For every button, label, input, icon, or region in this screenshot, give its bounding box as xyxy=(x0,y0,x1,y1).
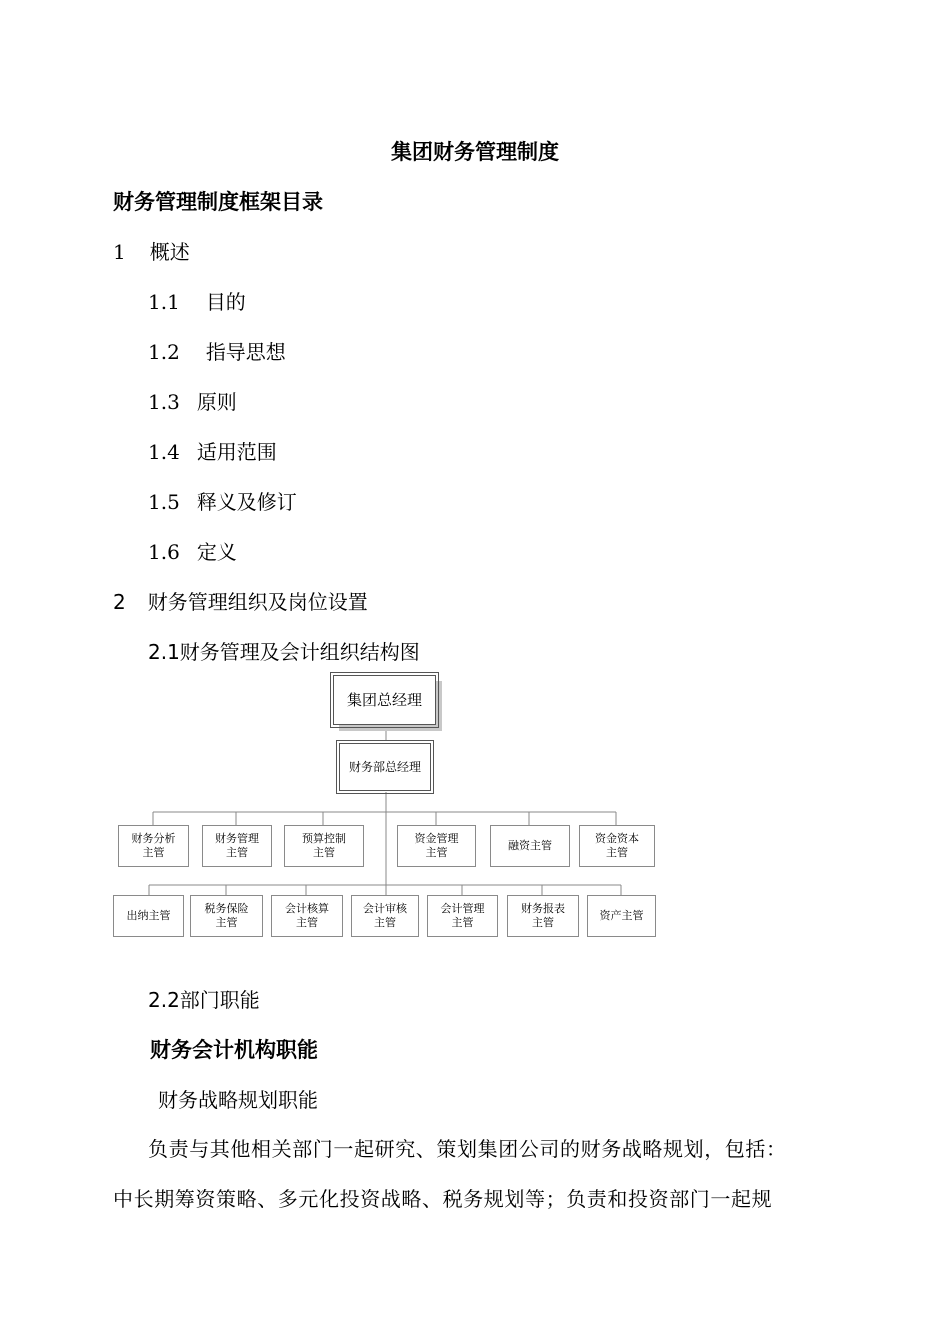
org-box-financial-analysis: 财务分析 主管 xyxy=(118,825,189,867)
org-box-fund-capital: 资金资本 主管 xyxy=(579,825,655,867)
org-box-finance-gm: 财务部总经理 xyxy=(339,743,431,791)
org-box-accounting-audit: 会计审核 主管 xyxy=(351,895,419,937)
org-box-financing: 融资主管 xyxy=(490,825,570,867)
org-box-assets: 资产主管 xyxy=(587,895,656,937)
org-box-fund-management: 资金管理 主管 xyxy=(397,825,476,867)
toc-item-1-6: 1.6 定义 xyxy=(148,540,237,564)
page-title: 集团财务管理制度 xyxy=(391,140,559,164)
org-box-accounting-management: 会计管理 主管 xyxy=(427,895,498,937)
toc-item-1-5: 1.5 释义及修订 xyxy=(148,490,297,514)
framework-heading: 财务管理制度框架目录 xyxy=(113,190,323,214)
paragraph-line-2: 中长期筹资策略、多元化投资战略、税务规划等；负责和投资部门一起规 xyxy=(113,1187,773,1211)
subsection-2-2: 2.2部门职能 xyxy=(148,988,260,1012)
section-2-label: 财务管理组织及岗位设置 xyxy=(147,590,368,614)
toc-item-1-1: 1.1 目的 xyxy=(148,290,246,314)
heading-strategy-functions: 财务战略规划职能 xyxy=(158,1088,318,1112)
subsection-2-1: 2.1财务管理及会计组织结构图 xyxy=(148,640,420,664)
section-1-label: 概述 xyxy=(149,240,190,264)
heading-accounting-functions: 财务会计机构职能 xyxy=(150,1038,318,1062)
toc-item-1-3: 1.3 原则 xyxy=(148,390,237,414)
org-box-budget-control: 预算控制 主管 xyxy=(284,825,364,867)
paragraph-line-1: 负责与其他相关部门一起研究、策划集团公司的财务战略规划，包括： xyxy=(148,1137,787,1161)
org-box-cashier: 出纳主管 xyxy=(113,895,184,937)
org-box-financial-reports: 财务报表 主管 xyxy=(507,895,579,937)
section-1 xyxy=(113,236,190,265)
section-1-number: 1 xyxy=(113,240,126,264)
org-box-group-gm: 集团总经理 xyxy=(333,675,436,725)
toc-item-1-4: 1.4 适用范围 xyxy=(148,440,277,464)
org-box-tax-insurance: 税务保险 主管 xyxy=(190,895,263,937)
section-2-number: 2 xyxy=(113,590,126,614)
org-box-accounting: 会计核算 主管 xyxy=(271,895,343,937)
section-2 xyxy=(113,586,368,615)
toc-item-1-2: 1.2 指导思想 xyxy=(148,340,286,364)
org-box-financial-management: 财务管理 主管 xyxy=(202,825,272,867)
